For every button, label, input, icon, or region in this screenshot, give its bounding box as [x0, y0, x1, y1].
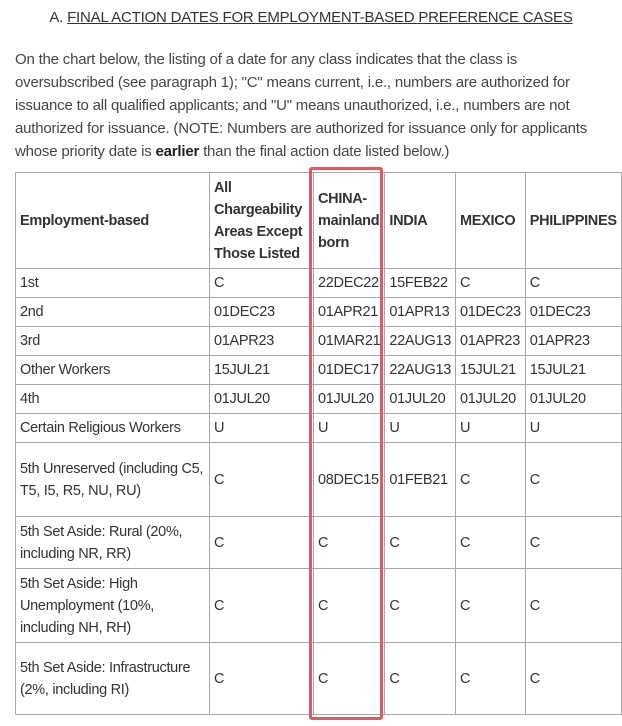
cell-mexico: 01JUL20 [455, 385, 525, 414]
cell-india: 01JUL20 [385, 385, 456, 414]
cell-mexico: C [455, 269, 525, 298]
table-row [16, 385, 622, 414]
cell-all-chargeability: C [210, 517, 314, 569]
row-category: 3rd [16, 327, 210, 356]
cell-all-chargeability: C [210, 269, 314, 298]
intro-text-2: than the final action date listed below.) [199, 143, 450, 160]
table-row [16, 569, 622, 643]
cell-philippines: C [525, 643, 621, 715]
cell-all-chargeability: C [210, 643, 314, 715]
header-employment-based: Employment-based [16, 173, 210, 269]
cell-india: 22AUG13 [385, 327, 456, 356]
row-category: 5th Set Aside: Rural (20%, including NR, RR) [16, 517, 210, 569]
cell-philippines: 15JUL21 [525, 356, 621, 385]
cell-china: C [314, 517, 385, 569]
cell-china: 22DEC22 [314, 269, 385, 298]
cell-china: U [314, 414, 385, 443]
section-title: FINAL ACTION DATES FOR EMPLOYMENT-BASED PREFERENCE CASES [67, 9, 573, 26]
cell-china: 01MAR21 [314, 327, 385, 356]
header-philippines: PHILIPPINES [525, 173, 621, 269]
section-heading [0, 9, 622, 26]
row-category: 2nd [16, 298, 210, 327]
header-mexico: MEXICO [455, 173, 525, 269]
cell-mexico: C [455, 569, 525, 643]
header-china: CHINA-mainland born [314, 173, 385, 269]
table-header-row [16, 173, 622, 269]
cell-all-chargeability: 01APR23 [210, 327, 314, 356]
cell-china: 01JUL20 [314, 385, 385, 414]
table-row [16, 356, 622, 385]
table-row [16, 643, 622, 715]
section-letter: A. [49, 9, 68, 26]
cell-all-chargeability: 15JUL21 [210, 356, 314, 385]
cell-philippines: C [525, 443, 621, 517]
row-category: 4th [16, 385, 210, 414]
cell-china: C [314, 643, 385, 715]
final-action-dates-table [15, 172, 622, 715]
intro-paragraph [15, 48, 615, 163]
cell-all-chargeability: 01DEC23 [210, 298, 314, 327]
table-row [16, 269, 622, 298]
cell-all-chargeability: C [210, 569, 314, 643]
table-row [16, 517, 622, 569]
cell-mexico: 15JUL21 [455, 356, 525, 385]
cell-india: 15FEB22 [385, 269, 456, 298]
row-category: 1st [16, 269, 210, 298]
row-category: 5th Set Aside: High Unemployment (10%, including NH, RH) [16, 569, 210, 643]
cell-mexico: C [455, 517, 525, 569]
cell-china: 01APR21 [314, 298, 385, 327]
cell-mexico: U [455, 414, 525, 443]
cell-philippines: 01DEC23 [525, 298, 621, 327]
cell-china: 01DEC17 [314, 356, 385, 385]
cell-all-chargeability: 01JUL20 [210, 385, 314, 414]
cell-all-chargeability: U [210, 414, 314, 443]
cell-mexico: 01DEC23 [455, 298, 525, 327]
header-india: INDIA [385, 173, 456, 269]
table-row [16, 327, 622, 356]
cell-china: 08DEC15 [314, 443, 385, 517]
row-category: Other Workers [16, 356, 210, 385]
cell-mexico: C [455, 643, 525, 715]
cell-china: C [314, 569, 385, 643]
cell-india: C [385, 643, 456, 715]
table-row [16, 414, 622, 443]
table-row [16, 443, 622, 517]
cell-all-chargeability: C [210, 443, 314, 517]
cell-india: 22AUG13 [385, 356, 456, 385]
cell-india: 01FEB21 [385, 443, 456, 517]
cell-india: C [385, 569, 456, 643]
cell-india: 01APR13 [385, 298, 456, 327]
cell-philippines: C [525, 517, 621, 569]
row-category: 5th Set Aside: Infrastructure (2%, including RI) [16, 643, 210, 715]
intro-bold: earlier [155, 143, 200, 160]
cell-india: C [385, 517, 456, 569]
cell-philippines: 01JUL20 [525, 385, 621, 414]
cell-india: U [385, 414, 456, 443]
cell-philippines: C [525, 269, 621, 298]
row-category: Certain Religious Workers [16, 414, 210, 443]
table-row [16, 298, 622, 327]
header-all-chargeability: All Chargeability Areas Except Those Listed [210, 173, 314, 269]
cell-mexico: C [455, 443, 525, 517]
cell-mexico: 01APR23 [455, 327, 525, 356]
row-category: 5th Unreserved (including C5, T5, I5, R5, NU, RU) [16, 443, 210, 517]
cell-philippines: C [525, 569, 621, 643]
cell-philippines: U [525, 414, 621, 443]
intro-text-1: On the chart below, the listing of a date for any class indicates that the class is oversubscribed (see paragraph 1); "C" means current, i.e., numbers are authorized for issuance to all qualified applicants; and "U" means unauthorized, i.e., numbers are not authorized for issuance. (NOTE: Numbers are authorized for issuance only for applicants whose priority date is [15, 51, 588, 160]
cell-philippines: 01APR23 [525, 327, 621, 356]
